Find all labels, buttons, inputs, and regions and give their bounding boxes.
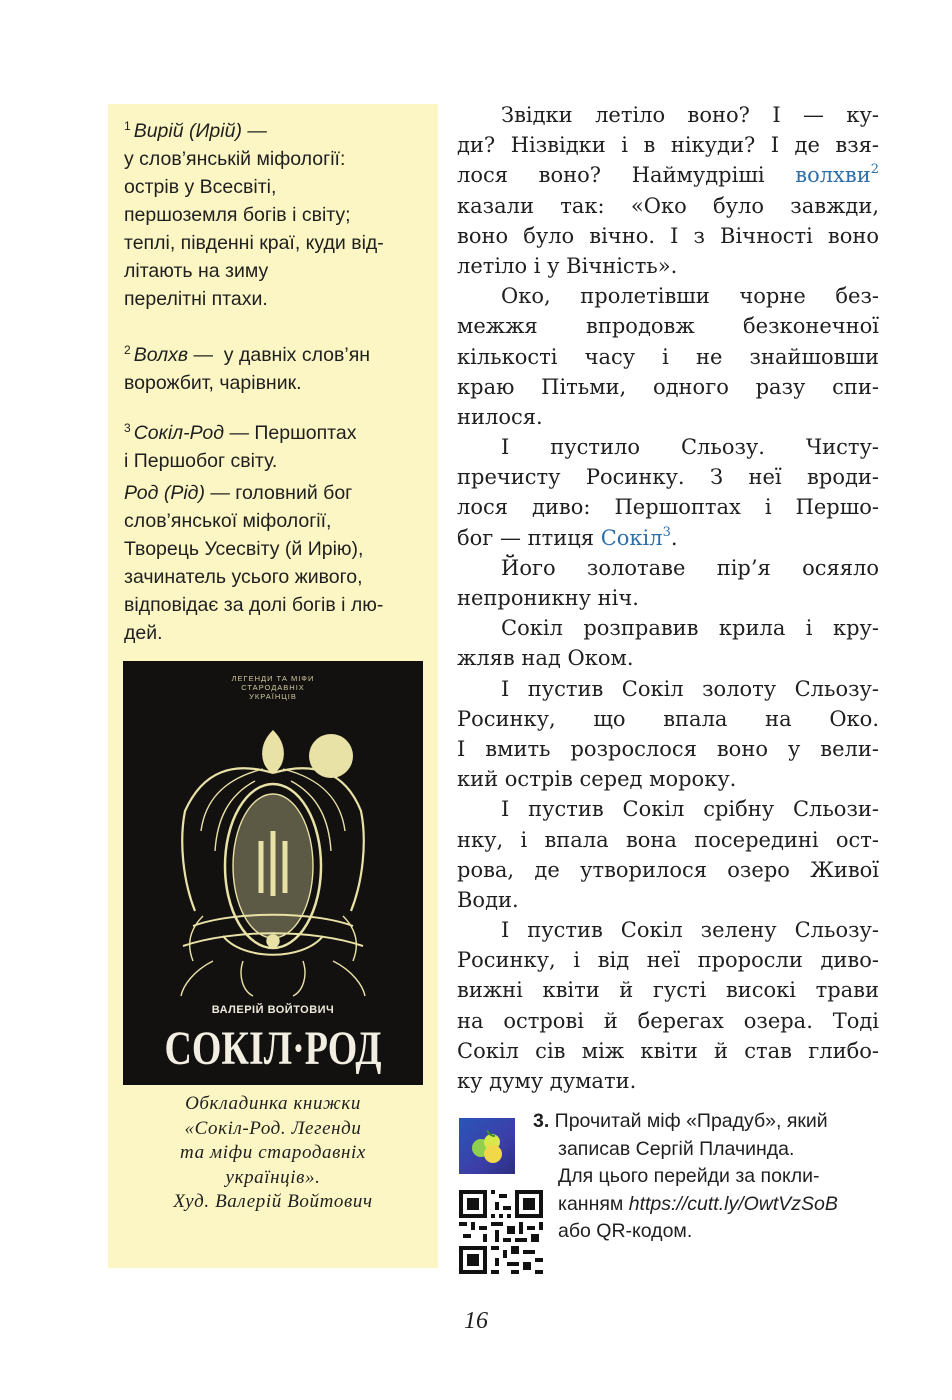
footnote-ref[interactable]: 2 [870, 162, 879, 178]
footnote-rod [124, 479, 428, 647]
footnote-volkhv [124, 336, 428, 397]
text-line: ди? Нізвідки і в нікуди? І де взя- [457, 133, 879, 158]
cover-top-text: УКРАЇНЦІВ [249, 692, 297, 701]
task-icon [459, 1118, 515, 1174]
text-line: ку думу думати. [457, 1069, 637, 1093]
footnote-line: Творець Усесвіту (й Ирію), [124, 538, 364, 560]
footnote-term: Род (Рід) — [124, 482, 230, 504]
footnote-line: перелітні птахи. [124, 288, 268, 310]
task-url-link[interactable]: https://cutt.ly/OwtVzSoB [628, 1192, 838, 1215]
footnote-line: теплі, південні краї, куди від- [124, 232, 384, 254]
text-line: І пустив Сокіл срібну Сльози- [501, 797, 879, 822]
text-line: краю Пітьми, одного разу спи- [457, 374, 879, 399]
term-sokil-link[interactable]: Сокіл [600, 525, 663, 550]
text-line: казали так: «Око було завжди, [457, 193, 879, 218]
text-line: вижні квіти й густі високі трави [457, 978, 879, 1003]
footnote-number: 1 [124, 119, 131, 133]
cover-title: СОКІЛ·РОД [164, 1023, 382, 1076]
task-text: Для цього перейди за покли- [558, 1165, 820, 1187]
text-line: летіло і у Вічність». [457, 253, 678, 278]
footnote-line: першоземля богів і світу; [124, 204, 351, 226]
text-line: Звідки летіло воно? І — ку- [501, 103, 879, 127]
footnote-sokil-rod [124, 414, 428, 475]
footnote-line: відповідає за долі богів і лю- [124, 594, 384, 616]
footnote-vyrij [124, 112, 428, 313]
footnote-line: острів у Всесвіті, [124, 176, 277, 198]
caption-line: Обкладинка книжки [185, 1093, 361, 1114]
footnote-line: дей. [124, 622, 163, 644]
task-text: або QR-кодом. [558, 1220, 693, 1242]
text-fragment: . [670, 525, 678, 550]
text-line: І пустило Сльозу. Чисту- [501, 435, 879, 460]
footnote-line: у слов’янській міфології: [124, 148, 346, 170]
footnote-line: Першоптах [248, 422, 357, 444]
text-line: І пустив Сокіл золоту Сльозу- [501, 676, 879, 701]
task-text: канням [558, 1192, 629, 1215]
footnote-line: і Першобог світу. [124, 450, 278, 472]
text-line: І вмить розрослося воно у вели- [457, 736, 879, 761]
caption-line: «Сокіл-Род. Легенди [184, 1117, 362, 1139]
text-line: Води. [457, 887, 519, 912]
text-line: непроникну ніч. [457, 586, 639, 610]
myth-text [457, 100, 879, 1096]
text-line: І пустив Сокіл зелену Сльозу- [501, 918, 879, 943]
footnote-number: 2 [124, 343, 131, 357]
footnote-term: Вирій (Ирій) — [133, 120, 267, 142]
text-line: лося диво: Першоптах і Першо- [457, 495, 879, 520]
cover-top-text: СТАРОДАВНІХ [241, 683, 305, 692]
caption-line: Худ. Валерій Войтович [173, 1191, 373, 1212]
footnote-term: Сокіл-Род — [133, 422, 249, 444]
cover-caption [108, 1092, 438, 1215]
footnote-line: головний бог [229, 482, 353, 504]
text-line: Його золотаве пір’я осяяло [501, 555, 879, 580]
footnote-term: Волхв — [133, 344, 213, 366]
task-number: 3. [533, 1110, 550, 1132]
book-cover-illustration [123, 661, 423, 1085]
text-fragment: бог — птиця [457, 525, 601, 550]
fruit-icon [459, 1118, 515, 1174]
book-cover-image [123, 661, 423, 1085]
term-volkhvy-link[interactable]: волхви [795, 163, 871, 188]
text-line: Сокіл розправив крила і кру- [501, 616, 879, 641]
footnote-number: 3 [124, 421, 131, 435]
footnote-line: літають на зиму [124, 260, 269, 282]
footnote-line: зачинатель усього живого, [124, 566, 363, 588]
caption-line: та міфи стародавніх [180, 1142, 366, 1163]
text-line: на острові й берегах озера. Тоді [457, 1008, 879, 1033]
text-line: Сокіл сів між квіти й став глибо- [457, 1038, 879, 1063]
text-line: Око, пролетівши чорне без- [501, 284, 879, 309]
footnote-ref[interactable]: 3 [662, 524, 671, 540]
text-line: межжя впродовж безконечної [457, 314, 879, 339]
cover-top-text: ЛЕГЕНДИ ТА МІФИ [231, 674, 315, 683]
glossary-sidebar [108, 104, 438, 1268]
text-line: нилося. [457, 404, 543, 429]
text-line: кількості часу і не знайшовши [457, 344, 879, 369]
task-block [533, 1108, 893, 1246]
text-line: воно було вічно. І з Вічності воно [457, 223, 879, 248]
task-text: Прочитай міф «Прадуб», який [549, 1110, 828, 1132]
text-line [457, 160, 879, 190]
text-line: пречисту Росинку. З неї вроди- [457, 465, 879, 490]
text-line: Росинку, і від неї проросли диво- [457, 948, 879, 973]
footnote-line: у давніх слов’ян [212, 344, 371, 366]
text-line: рова, де утворилося озеро Живої [457, 857, 879, 882]
text-line [457, 523, 879, 553]
text-line: Росинку, що впала на Око. [457, 706, 879, 731]
text-line: нку, і впала вона посередині ост- [457, 827, 879, 852]
caption-line: українців». [225, 1166, 321, 1188]
text-fragment: лося воно? Наймудріші [457, 163, 796, 188]
qr-code[interactable] [459, 1190, 543, 1274]
footnote-line: слов’янської міфології, [124, 510, 332, 532]
page-number: 16 [464, 1308, 488, 1334]
text-line: кий острів серед мороку. [457, 767, 737, 792]
task-text: записав Сергій Плачинда. [558, 1137, 795, 1160]
cover-author: ВАЛЕРІЙ ВОЙТОВИЧ [211, 1004, 335, 1016]
text-line: жляв над Оком. [457, 646, 634, 671]
footnote-line: ворожбит, чарівник. [124, 372, 302, 394]
